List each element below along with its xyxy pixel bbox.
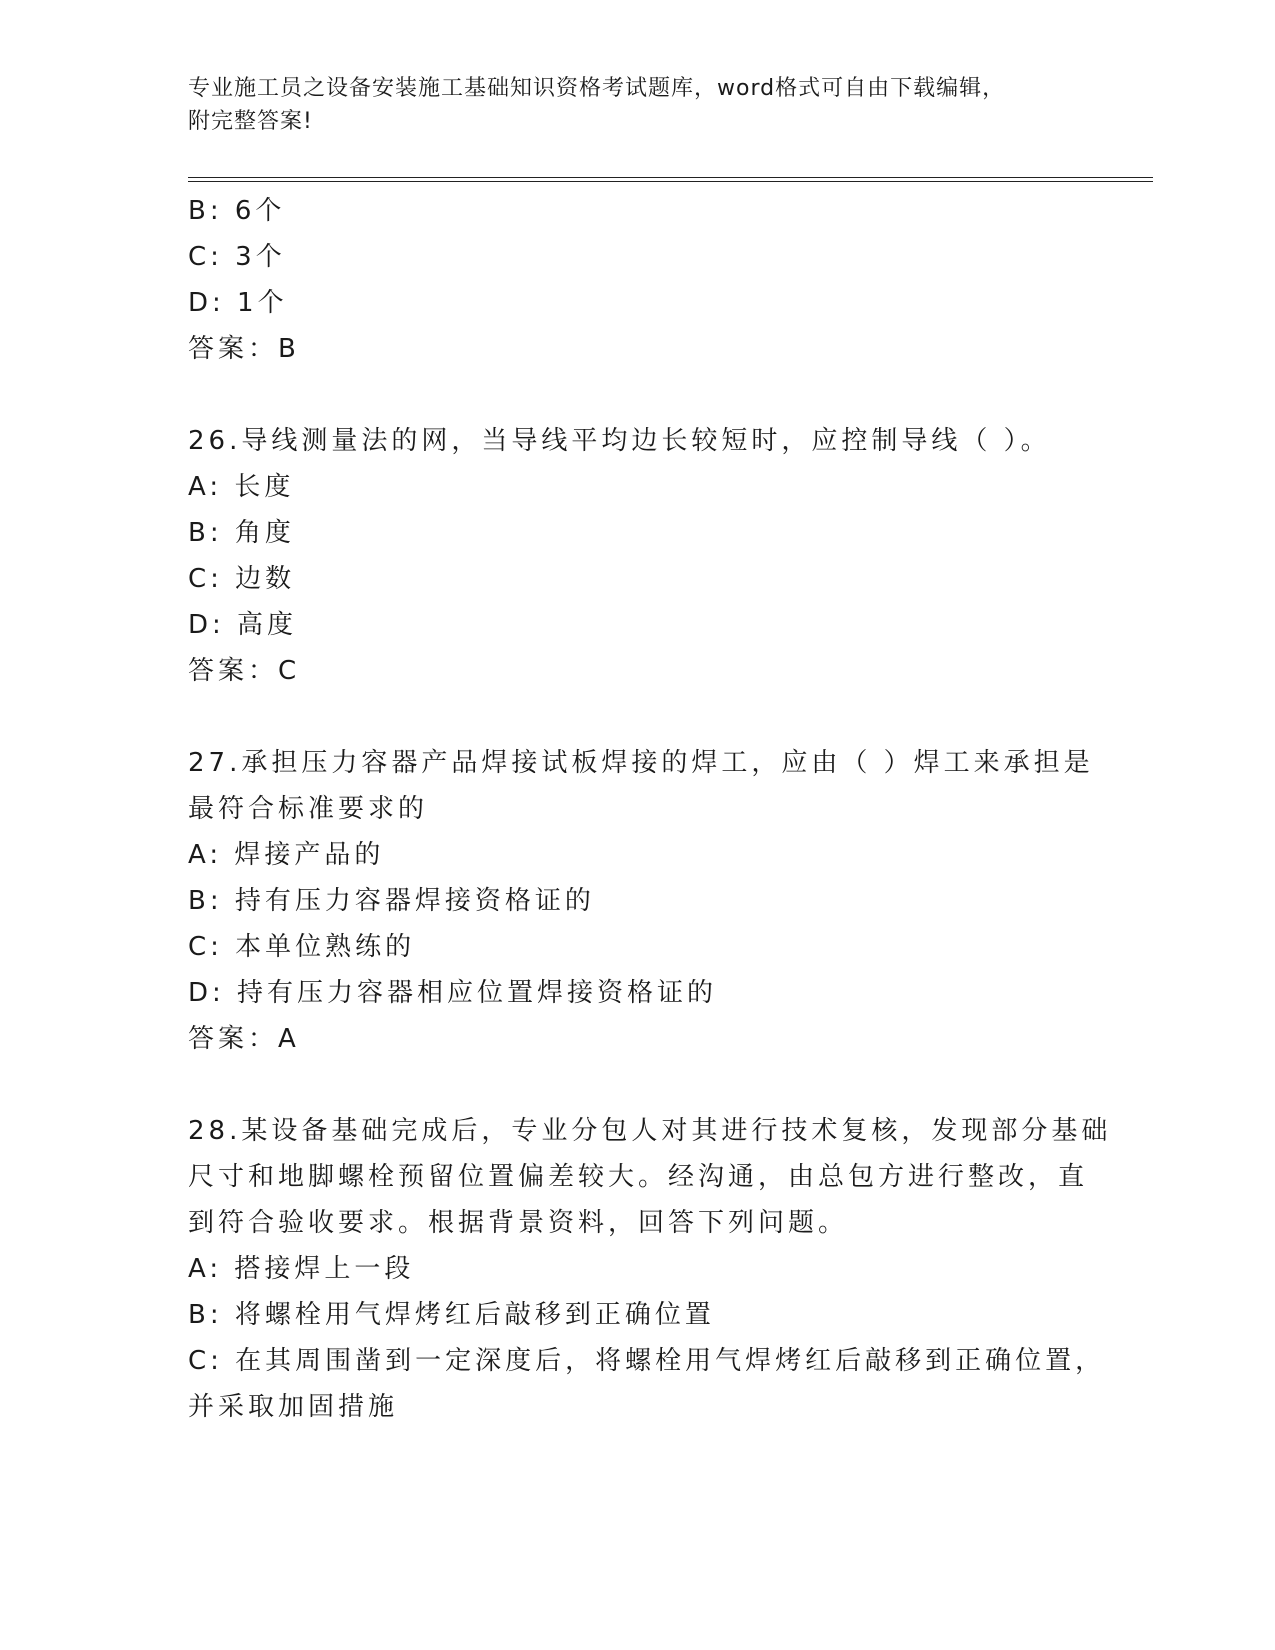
question-text-line-1: 28.某设备基础完成后，专业分包人对其进行技术复核，发现部分基础 <box>188 1116 1112 1146</box>
question-25 <box>188 188 1088 372</box>
question-28 <box>188 1108 1112 1430</box>
option-c: C: 本单位熟练的 <box>188 932 416 962</box>
question-text-line-3: 到符合验收要求。根据背景资料，回答下列问题。 <box>188 1208 849 1238</box>
option-c-line-1: C: 在其周围凿到一定深度后，将螺栓用气焊烤红后敲移到正确位置， <box>188 1346 1106 1376</box>
header-line-1: 专业施工员之设备安装施工基础知识资格考试题库，word格式可自由下载编辑， <box>188 76 1006 101</box>
option-b: B: 持有压力容器焊接资格证的 <box>188 886 595 916</box>
question-text: 26.导线测量法的网，当导线平均边长较短时，应控制导线（ ）。 <box>188 426 1051 456</box>
option-b: B: 角度 <box>188 518 295 548</box>
header-line-2: 附完整答案! <box>188 109 313 134</box>
answer: 答案：C <box>188 656 301 686</box>
option-a: A: 长度 <box>188 472 295 502</box>
option-b: B: 将螺栓用气焊烤红后敲移到正确位置 <box>188 1300 715 1330</box>
option-d: D: 1个 <box>188 288 288 318</box>
option-c: C: 边数 <box>188 564 296 594</box>
spacer <box>188 1062 1088 1108</box>
answer: 答案：A <box>188 1024 300 1054</box>
option-c-line-2: 并采取加固措施 <box>188 1392 399 1422</box>
spacer <box>188 694 1088 740</box>
question-list <box>188 188 1112 1430</box>
option-d: D: 持有压力容器相应位置焊接资格证的 <box>188 978 718 1008</box>
option-b: B: 6个 <box>188 196 286 226</box>
option-c: C: 3个 <box>188 242 286 272</box>
spacer <box>188 372 1088 418</box>
header-divider <box>188 177 1153 182</box>
question-text-line-2: 尺寸和地脚螺栓预留位置偏差较大。经沟通，由总包方进行整改，直 <box>188 1162 1089 1192</box>
question-26 <box>188 418 1088 694</box>
question-27 <box>188 740 1094 1062</box>
question-text-line-1: 27.承担压力容器产品焊接试板焊接的焊工，应由（ ）焊工来承担是 <box>188 748 1094 778</box>
answer: 答案：B <box>188 334 300 364</box>
document-header <box>188 72 1068 138</box>
option-a: A: 搭接焊上一段 <box>188 1254 415 1284</box>
question-text-line-2: 最符合标准要求的 <box>188 794 429 824</box>
option-a: A: 焊接产品的 <box>188 840 385 870</box>
option-d: D: 高度 <box>188 610 298 640</box>
